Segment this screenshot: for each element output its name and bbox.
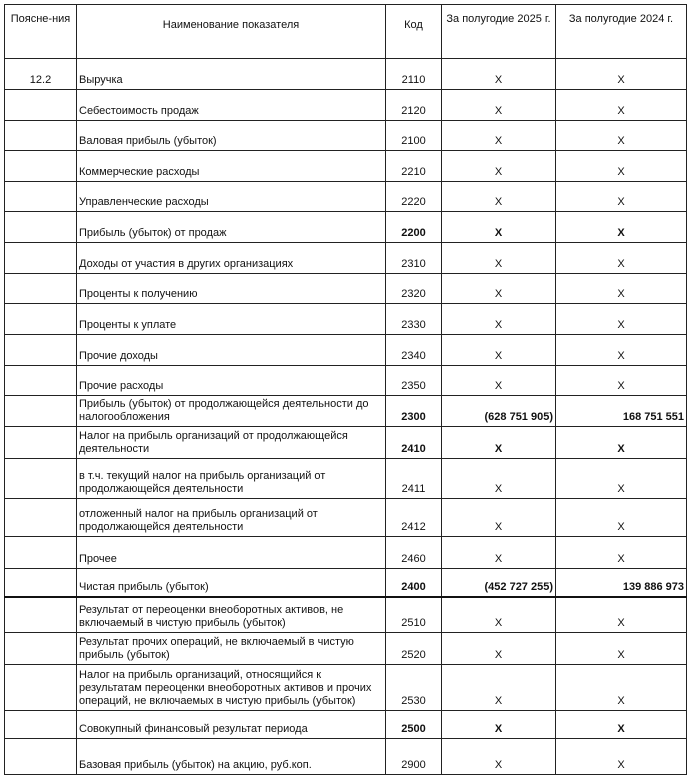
name-cell: Налог на прибыль организаций от продолжающейся деятельности: [77, 427, 386, 459]
name-cell: в т.ч. текущий налог на прибыль организаций от продолжающейся деятельности: [77, 459, 386, 499]
name-cell: Налог на прибыль организаций, относящийся к результатам переоценки внеоборотных активов и прочих операций, не включаемых в чистую прибыль (убыток): [77, 665, 386, 711]
table-row: [5, 304, 687, 335]
name-cell: Прочие доходы: [77, 335, 386, 366]
value-2025-cell: X: [442, 711, 556, 739]
value-2024-cell: X: [556, 665, 687, 711]
table-row: [5, 739, 687, 775]
value-2024-cell: X: [556, 335, 687, 366]
name-cell: Совокупный финансовый результат периода: [77, 711, 386, 739]
code-cell: 2110: [386, 59, 442, 90]
note-cell: [5, 182, 77, 212]
value-2025-cell: (452 727 255): [442, 569, 556, 597]
note-cell: [5, 569, 77, 597]
name-cell: Прочие расходы: [77, 366, 386, 396]
value-2024-cell: 139 886 973: [556, 569, 687, 597]
table-row: [5, 90, 687, 121]
name-cell: Прибыль (убыток) от продолжающейся деятельности до налогообложения: [77, 396, 386, 427]
financial-results-table: [4, 4, 687, 775]
table-row: [5, 396, 687, 427]
code-cell: 2320: [386, 274, 442, 304]
value-2024-cell: X: [556, 151, 687, 182]
value-2025-cell: X: [442, 537, 556, 569]
note-cell: [5, 366, 77, 396]
note-cell: [5, 459, 77, 499]
table-row: [5, 597, 687, 633]
value-2024-cell: X: [556, 711, 687, 739]
value-2024-cell: X: [556, 243, 687, 274]
code-cell: 2120: [386, 90, 442, 121]
table-row: [5, 212, 687, 243]
value-2025-cell: X: [442, 151, 556, 182]
value-2025-cell: X: [442, 243, 556, 274]
header-name: Наименование показателя: [77, 5, 386, 59]
value-2024-cell: X: [556, 633, 687, 665]
code-cell: 2200: [386, 212, 442, 243]
value-2024-cell: X: [556, 212, 687, 243]
table-row: [5, 665, 687, 711]
value-2025-cell: X: [442, 739, 556, 775]
table-row: [5, 711, 687, 739]
value-2024-cell: X: [556, 304, 687, 335]
value-2024-cell: 168 751 551: [556, 396, 687, 427]
name-cell: Валовая прибыль (убыток): [77, 121, 386, 151]
value-2024-cell: X: [556, 537, 687, 569]
value-2025-cell: X: [442, 366, 556, 396]
note-cell: [5, 739, 77, 775]
table-row: [5, 459, 687, 499]
value-2025-cell: X: [442, 665, 556, 711]
table-row: [5, 59, 687, 90]
value-2025-cell: X: [442, 182, 556, 212]
code-cell: 2500: [386, 711, 442, 739]
header-2025: За полугодие 2025 г.: [442, 5, 556, 59]
code-cell: 2210: [386, 151, 442, 182]
note-cell: [5, 212, 77, 243]
code-cell: 2460: [386, 537, 442, 569]
value-2024-cell: X: [556, 90, 687, 121]
code-cell: 2100: [386, 121, 442, 151]
name-cell: Проценты к уплате: [77, 304, 386, 335]
value-2025-cell: (628 751 905): [442, 396, 556, 427]
note-cell: [5, 90, 77, 121]
value-2024-cell: X: [556, 274, 687, 304]
value-2025-cell: X: [442, 633, 556, 665]
name-cell: Коммерческие расходы: [77, 151, 386, 182]
header-2024: За полугодие 2024 г.: [556, 5, 687, 59]
value-2024-cell: X: [556, 121, 687, 151]
code-cell: 2530: [386, 665, 442, 711]
note-cell: 12.2: [5, 59, 77, 90]
value-2024-cell: X: [556, 366, 687, 396]
name-cell: Проценты к получению: [77, 274, 386, 304]
table-row: [5, 243, 687, 274]
value-2025-cell: X: [442, 121, 556, 151]
note-cell: [5, 427, 77, 459]
code-cell: 2340: [386, 335, 442, 366]
value-2025-cell: X: [442, 335, 556, 366]
table-row: [5, 366, 687, 396]
value-2024-cell: X: [556, 597, 687, 633]
table-row: [5, 633, 687, 665]
value-2025-cell: X: [442, 90, 556, 121]
value-2025-cell: X: [442, 427, 556, 459]
value-2024-cell: X: [556, 499, 687, 537]
table-header: [5, 5, 687, 59]
value-2024-cell: X: [556, 739, 687, 775]
note-cell: [5, 151, 77, 182]
table-row: [5, 274, 687, 304]
note-cell: [5, 396, 77, 427]
table-row: [5, 182, 687, 212]
code-cell: 2520: [386, 633, 442, 665]
note-cell: [5, 597, 77, 633]
code-cell: 2411: [386, 459, 442, 499]
header-notes: Поясне-ния: [5, 5, 77, 59]
table-row: [5, 121, 687, 151]
value-2025-cell: X: [442, 304, 556, 335]
note-cell: [5, 633, 77, 665]
table-row: [5, 427, 687, 459]
table-row: [5, 335, 687, 366]
code-cell: 2400: [386, 569, 442, 597]
value-2025-cell: X: [442, 274, 556, 304]
code-cell: 2410: [386, 427, 442, 459]
table-row: [5, 151, 687, 182]
name-cell: Прочее: [77, 537, 386, 569]
code-cell: 2350: [386, 366, 442, 396]
header-code: Код: [386, 5, 442, 59]
code-cell: 2900: [386, 739, 442, 775]
code-cell: 2412: [386, 499, 442, 537]
value-2024-cell: X: [556, 459, 687, 499]
name-cell: Себестоимость продаж: [77, 90, 386, 121]
code-cell: 2330: [386, 304, 442, 335]
name-cell: Чистая прибыль (убыток): [77, 569, 386, 597]
name-cell: Результат прочих операций, не включаемый в чистую прибыль (убыток): [77, 633, 386, 665]
name-cell: Доходы от участия в других организациях: [77, 243, 386, 274]
note-cell: [5, 499, 77, 537]
code-cell: 2220: [386, 182, 442, 212]
value-2025-cell: X: [442, 59, 556, 90]
value-2025-cell: X: [442, 459, 556, 499]
value-2025-cell: X: [442, 499, 556, 537]
note-cell: [5, 711, 77, 739]
note-cell: [5, 537, 77, 569]
name-cell: Результат от переоценки внеоборотных активов, не включаемый в чистую прибыль (убыток): [77, 597, 386, 633]
name-cell: Управленческие расходы: [77, 182, 386, 212]
code-cell: 2300: [386, 396, 442, 427]
note-cell: [5, 274, 77, 304]
value-2025-cell: X: [442, 597, 556, 633]
value-2024-cell: X: [556, 59, 687, 90]
table-row: [5, 569, 687, 597]
value-2025-cell: X: [442, 212, 556, 243]
note-cell: [5, 121, 77, 151]
name-cell: Выручка: [77, 59, 386, 90]
table-row: [5, 537, 687, 569]
code-cell: 2310: [386, 243, 442, 274]
note-cell: [5, 335, 77, 366]
name-cell: Базовая прибыль (убыток) на акцию, руб.коп.: [77, 739, 386, 775]
name-cell: отложенный налог на прибыль организаций от продолжающейся деятельности: [77, 499, 386, 537]
table-row: [5, 499, 687, 537]
value-2024-cell: X: [556, 182, 687, 212]
note-cell: [5, 243, 77, 274]
code-cell: 2510: [386, 597, 442, 633]
note-cell: [5, 304, 77, 335]
note-cell: [5, 665, 77, 711]
name-cell: Прибыль (убыток) от продаж: [77, 212, 386, 243]
value-2024-cell: X: [556, 427, 687, 459]
